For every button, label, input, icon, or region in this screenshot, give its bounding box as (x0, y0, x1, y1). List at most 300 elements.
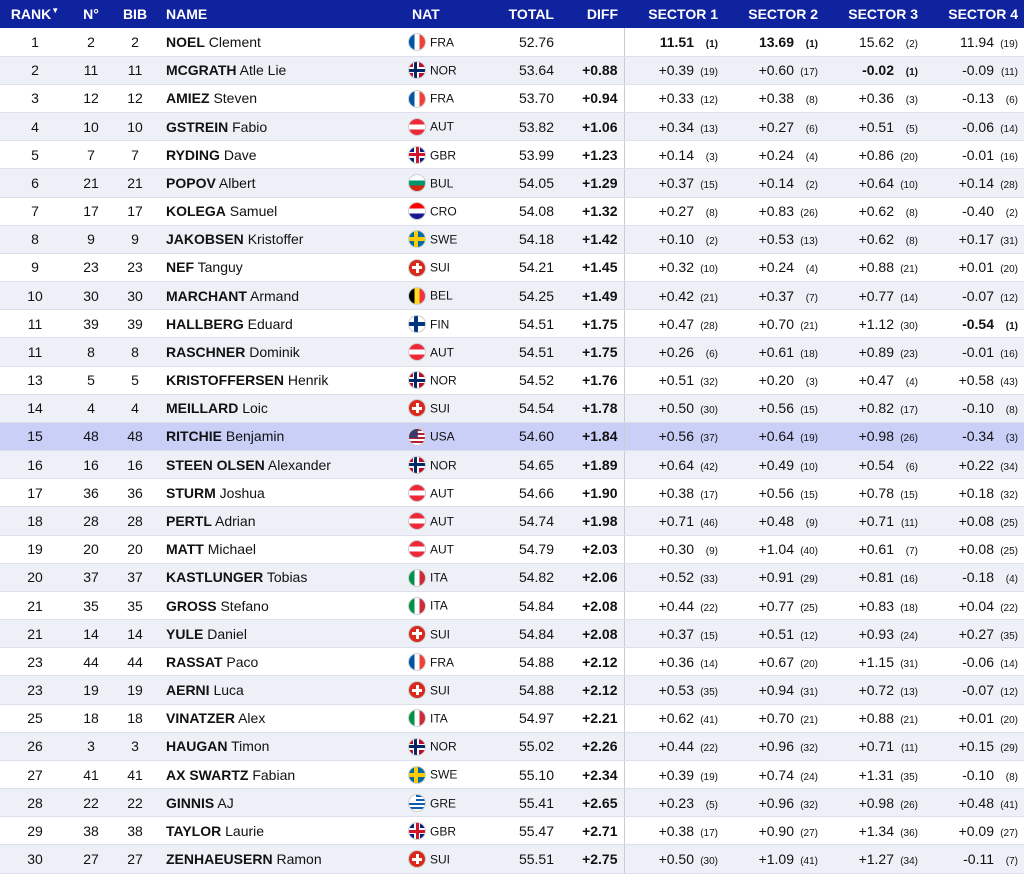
cell-sector-1 (624, 451, 724, 479)
sector-rank: (15) (900, 489, 918, 501)
cell-rank: 2 (0, 56, 70, 84)
sector-rank: (29) (1000, 743, 1018, 755)
athlete-last-name[interactable]: YULE (166, 625, 204, 642)
flag-nor-icon (408, 371, 426, 389)
sector-time: +0.51 (658, 372, 694, 389)
sector-rank: (14) (700, 658, 718, 670)
sector-rank: (22) (700, 743, 718, 755)
athlete-first-name[interactable]: Henrik (287, 372, 329, 389)
cell-diff: +2.08 (560, 620, 624, 648)
athlete-first-name[interactable]: Samuel (229, 203, 278, 220)
header-sector-1[interactable]: SECTOR 1 (648, 6, 718, 22)
cell-sector-2 (724, 253, 824, 281)
athlete-first-name[interactable]: Michael (207, 541, 256, 558)
athlete-first-name[interactable]: Ramon (276, 851, 322, 868)
athlete-first-name[interactable]: Steven (213, 90, 258, 107)
sector-time: +0.37 (658, 625, 694, 642)
athlete-first-name[interactable]: Joshua (219, 484, 265, 501)
athlete-last-name[interactable]: STURM (166, 484, 216, 501)
cell-name[interactable] (158, 310, 404, 338)
sector-time: +0.56 (658, 428, 694, 445)
cell-total: 54.79 (496, 535, 560, 563)
cell-name[interactable] (158, 169, 404, 197)
athlete-first-name[interactable]: Benjamin (225, 428, 285, 445)
athlete-last-name[interactable]: GSTREIN (166, 118, 229, 135)
cell-bib: 9 (112, 225, 158, 253)
cell-name[interactable] (158, 676, 404, 704)
athlete-last-name[interactable]: RASSAT (166, 653, 223, 670)
cell-name[interactable] (158, 563, 404, 591)
cell-name[interactable] (158, 56, 404, 84)
table-row[interactable] (0, 338, 1024, 366)
sector-rank: (32) (800, 799, 818, 811)
sector-rank: (10) (700, 264, 718, 276)
cell-total: 54.84 (496, 591, 560, 619)
cell-total: 54.08 (496, 197, 560, 225)
sector-time: +0.62 (858, 203, 894, 220)
sector-rank: (2) (1005, 208, 1018, 220)
athlete-first-name[interactable]: Kristoffer (247, 231, 304, 248)
sector-time: +0.32 (658, 259, 694, 276)
cell-sector-3 (824, 84, 924, 112)
cell-sector-2 (724, 141, 824, 169)
cell-sector-1 (624, 648, 724, 676)
sector-time: +0.14 (758, 174, 794, 191)
cell-sector-1 (624, 141, 724, 169)
athlete-last-name[interactable]: POPOV (166, 174, 216, 191)
sector-time: +1.27 (858, 851, 894, 868)
cell-total: 54.21 (496, 253, 560, 281)
athlete-first-name[interactable]: Dave (223, 146, 257, 163)
sector-time: +0.17 (958, 231, 994, 248)
athlete-last-name[interactable]: STEEN OLSEN (166, 456, 265, 473)
cell-total: 54.05 (496, 169, 560, 197)
flag-sui-icon (408, 625, 426, 643)
cell-name[interactable] (158, 366, 404, 394)
flag-aut-icon (408, 343, 426, 361)
cell-rank: 29 (0, 817, 70, 845)
athlete-last-name[interactable]: GINNIS (166, 794, 215, 811)
cell-name[interactable] (158, 620, 404, 648)
cell-name[interactable] (158, 253, 404, 281)
cell-name[interactable] (158, 141, 404, 169)
sector-rank: (25) (1000, 546, 1018, 558)
cell-sector-3 (824, 704, 924, 732)
header-bib[interactable]: BIB (122, 6, 148, 22)
table-row[interactable] (0, 789, 1024, 817)
sector-time: +0.27 (958, 625, 994, 642)
cell-rank: 11 (0, 338, 70, 366)
sector-time: +0.23 (658, 794, 694, 811)
athlete-last-name[interactable]: MCGRATH (166, 62, 237, 79)
sector-time: -0.34 (962, 428, 994, 445)
table-row[interactable] (0, 394, 1024, 422)
header-sector-4[interactable]: SECTOR 4 (948, 6, 1018, 22)
table-row[interactable] (0, 479, 1024, 507)
cell-sector-2 (724, 845, 824, 873)
cell-name[interactable] (158, 28, 404, 56)
sector-time: +0.60 (758, 62, 794, 79)
table-row[interactable] (0, 28, 1024, 56)
athlete-first-name[interactable]: Fabio (232, 118, 268, 135)
table-row[interactable] (0, 197, 1024, 225)
nation-code: USA (430, 429, 455, 444)
athlete-last-name[interactable]: NEF (166, 259, 194, 276)
sector-rank: (35) (700, 687, 718, 699)
athlete-last-name[interactable]: RASCHNER (166, 343, 246, 360)
cell-sector-2 (724, 507, 824, 535)
athlete-last-name[interactable]: AX SWARTZ (166, 766, 249, 783)
cell-diff: +1.42 (560, 225, 624, 253)
cell-name[interactable] (158, 591, 404, 619)
athlete-last-name[interactable]: VINATZER (166, 710, 235, 727)
athlete-last-name[interactable]: PERTL (166, 513, 212, 529)
athlete-first-name[interactable]: Dominik (249, 343, 300, 360)
cell-name[interactable] (158, 338, 404, 366)
cell-sector-1 (624, 225, 724, 253)
cell-rank: 17 (0, 479, 70, 507)
table-row[interactable] (0, 535, 1024, 563)
athlete-last-name[interactable]: HAUGAN (166, 738, 228, 755)
cell-no: 2 (70, 28, 112, 56)
cell-rank: 13 (0, 366, 70, 394)
sector-rank: (3) (705, 151, 718, 163)
athlete-last-name[interactable]: HALLBERG (166, 315, 244, 332)
cell-sector-2 (724, 225, 824, 253)
cell-total: 53.99 (496, 141, 560, 169)
cell-no: 17 (70, 197, 112, 225)
athlete-last-name[interactable]: MARCHANT (166, 287, 247, 304)
sector-time: +0.83 (858, 597, 894, 614)
header-row (0, 0, 1024, 28)
athlete-last-name[interactable]: MEILLARD (166, 400, 239, 417)
sector-rank: (36) (900, 827, 918, 839)
athlete-first-name[interactable]: Eduard (247, 315, 293, 332)
header-name[interactable]: NAME (166, 6, 208, 22)
cell-no: 48 (70, 422, 112, 450)
sector-rank: (29) (800, 574, 818, 586)
athlete-first-name[interactable]: Timon (231, 738, 270, 755)
cell-name[interactable] (158, 479, 404, 507)
athlete-first-name[interactable]: Clement (208, 33, 261, 50)
table-row[interactable] (0, 732, 1024, 760)
cell-bib: 7 (112, 141, 158, 169)
flag-nor-icon (408, 61, 426, 79)
sector-rank: (8) (805, 95, 818, 107)
athlete-last-name[interactable]: ZENHAEUSERN (166, 851, 273, 868)
sector-time: -0.01 (962, 343, 994, 360)
sector-rank: (3) (1005, 433, 1018, 445)
cell-bib: 14 (112, 620, 158, 648)
cell-rank: 23 (0, 648, 70, 676)
table-row[interactable] (0, 563, 1024, 591)
cell-sector-1 (624, 56, 724, 84)
table-row[interactable] (0, 141, 1024, 169)
sector-time: +0.39 (658, 62, 694, 79)
athlete-first-name[interactable]: Tanguy (197, 259, 243, 276)
cell-nat (404, 394, 496, 422)
cell-name[interactable] (158, 648, 404, 676)
sector-rank: (40) (800, 546, 818, 558)
athlete-first-name[interactable]: Tobias (266, 569, 308, 586)
athlete-first-name[interactable]: Albert (218, 174, 256, 191)
cell-name[interactable] (158, 535, 404, 563)
cell-name[interactable] (158, 760, 404, 788)
cell-bib: 8 (112, 338, 158, 366)
cell-name[interactable] (158, 845, 404, 873)
cell-diff: +1.89 (560, 451, 624, 479)
cell-no: 22 (70, 789, 112, 817)
table-row[interactable] (0, 845, 1024, 873)
cell-bib: 36 (112, 479, 158, 507)
sector-rank: (15) (700, 179, 718, 191)
cell-sector-1 (624, 113, 724, 141)
table-row[interactable] (0, 648, 1024, 676)
sector-rank: (35) (1000, 630, 1018, 642)
cell-nat (404, 225, 496, 253)
header-diff[interactable]: DIFF (586, 6, 618, 22)
table-row[interactable] (0, 84, 1024, 112)
nation-code: SUI (430, 401, 451, 416)
sector-rank: (26) (900, 799, 918, 811)
sector-rank: (28) (700, 320, 718, 332)
sector-time: +0.70 (758, 710, 794, 727)
table-row[interactable] (0, 591, 1024, 619)
sector-time: +0.70 (758, 315, 794, 332)
sector-rank: (34) (900, 856, 918, 868)
cell-no: 12 (70, 84, 112, 112)
nation-code: CRO (430, 204, 457, 219)
cell-sector-1 (624, 591, 724, 619)
cell-sector-3 (824, 422, 924, 450)
cell-name[interactable] (158, 113, 404, 141)
athlete-last-name[interactable]: RITCHIE (166, 428, 222, 445)
cell-name[interactable] (158, 817, 404, 845)
sector-rank: (27) (800, 827, 818, 839)
sector-rank: (21) (800, 320, 818, 332)
cell-sector-1 (624, 620, 724, 648)
sector-rank: (17) (900, 405, 918, 417)
cell-sector-2 (724, 366, 824, 394)
header-total[interactable]: TOTAL (508, 6, 554, 22)
athlete-last-name[interactable]: KASTLUNGER (166, 569, 264, 586)
cell-name[interactable] (158, 394, 404, 422)
cell-name[interactable] (158, 704, 404, 732)
sector-time: +0.34 (658, 118, 694, 135)
cell-name[interactable] (158, 84, 404, 112)
cell-nat (404, 760, 496, 788)
cell-name[interactable] (158, 451, 404, 479)
header-rank[interactable] (0, 0, 70, 28)
header-no[interactable]: N° (83, 6, 99, 22)
cell-sector-4 (924, 760, 1024, 788)
cell-nat (404, 676, 496, 704)
cell-total: 54.54 (496, 394, 560, 422)
table-row[interactable] (0, 620, 1024, 648)
table-row[interactable] (0, 169, 1024, 197)
sector-rank: (30) (700, 856, 718, 868)
cell-nat (404, 366, 496, 394)
cell-sector-1 (624, 817, 724, 845)
athlete-first-name[interactable]: Daniel (207, 625, 247, 642)
cell-sector-3 (824, 760, 924, 788)
athlete-last-name[interactable]: AMIEZ (166, 90, 210, 107)
table-row[interactable] (0, 56, 1024, 84)
sector-time: +0.01 (958, 259, 994, 276)
cell-total: 54.82 (496, 563, 560, 591)
sector-time: -0.06 (962, 118, 994, 135)
athlete-last-name[interactable]: GROSS (166, 597, 217, 614)
cell-diff: +1.78 (560, 394, 624, 422)
header-sector-2[interactable]: SECTOR 2 (748, 6, 818, 22)
cell-sector-3 (824, 535, 924, 563)
table-row[interactable] (0, 113, 1024, 141)
sector-rank: (8) (705, 208, 718, 220)
sector-time: +0.78 (858, 484, 894, 501)
cell-name[interactable] (158, 732, 404, 760)
cell-diff: +1.23 (560, 141, 624, 169)
cell-sector-3 (824, 310, 924, 338)
athlete-last-name[interactable]: KOLEGA (166, 203, 226, 220)
cell-name[interactable] (158, 282, 404, 310)
cell-bib: 4 (112, 394, 158, 422)
athlete-last-name[interactable]: AERNI (166, 682, 210, 699)
sector-rank: (2) (805, 179, 818, 191)
cell-sector-2 (724, 113, 824, 141)
cell-sector-4 (924, 507, 1024, 535)
athlete-last-name[interactable]: MATT (166, 541, 204, 558)
header-sector-3[interactable]: SECTOR 3 (848, 6, 918, 22)
sort-arrow-icon[interactable]: ▼ (51, 6, 60, 15)
sector-time: +0.72 (858, 682, 894, 699)
sector-time: +0.88 (858, 710, 894, 727)
sector-rank: (32) (800, 743, 818, 755)
table-row[interactable] (0, 253, 1024, 281)
sector-time: +0.64 (758, 428, 794, 445)
cell-name[interactable] (158, 507, 404, 535)
cell-sector-2 (724, 422, 824, 450)
flag-bel-icon (408, 287, 426, 305)
cell-name[interactable] (158, 197, 404, 225)
sector-time: +0.36 (658, 653, 694, 670)
sector-rank: (43) (1000, 377, 1018, 389)
cell-sector-3 (824, 789, 924, 817)
sector-time: +0.47 (658, 315, 694, 332)
cell-bib: 23 (112, 253, 158, 281)
athlete-first-name[interactable]: Alex (238, 710, 266, 727)
flag-aut-icon (408, 118, 426, 136)
athlete-first-name[interactable]: Armand (250, 287, 300, 304)
cell-sector-4 (924, 620, 1024, 648)
athlete-first-name[interactable]: Loic (242, 400, 268, 417)
cell-diff: +0.94 (560, 84, 624, 112)
cell-name[interactable] (158, 789, 404, 817)
table-row[interactable] (0, 282, 1024, 310)
table-row[interactable] (0, 817, 1024, 845)
sector-time: -0.06 (962, 653, 994, 670)
sector-time: +0.50 (658, 400, 694, 417)
cell-name[interactable] (158, 225, 404, 253)
athlete-last-name[interactable]: KRISTOFFERSEN (166, 372, 284, 389)
athlete-last-name[interactable]: JAKOBSEN (166, 231, 244, 248)
cell-nat (404, 591, 496, 619)
cell-sector-3 (824, 366, 924, 394)
sector-time: +0.53 (758, 231, 794, 248)
cell-name[interactable] (158, 422, 404, 450)
table-row[interactable] (0, 704, 1024, 732)
table-row[interactable] (0, 451, 1024, 479)
sector-rank: (17) (700, 827, 718, 839)
athlete-first-name[interactable]: Laurie (225, 822, 265, 839)
cell-no: 36 (70, 479, 112, 507)
nation-code: SWE (430, 767, 458, 782)
athlete-last-name[interactable]: RYDING (166, 146, 220, 163)
athlete-first-name[interactable]: Fabian (252, 766, 296, 783)
sector-rank: (6) (905, 461, 918, 473)
table-row[interactable] (0, 676, 1024, 704)
sector-rank: (14) (1000, 123, 1018, 135)
cell-sector-2 (724, 676, 824, 704)
athlete-first-name[interactable]: Atle Lie (239, 62, 287, 79)
sector-rank: (5) (905, 123, 918, 135)
cell-sector-1 (624, 422, 724, 450)
athlete-first-name[interactable]: Luca (213, 682, 244, 699)
cell-total: 54.84 (496, 620, 560, 648)
nation-code: FRA (430, 91, 454, 106)
sector-time: -0.10 (962, 766, 994, 783)
flag-usa-icon (408, 428, 426, 446)
athlete-first-name[interactable]: Stefano (220, 597, 269, 614)
table-row[interactable] (0, 225, 1024, 253)
cell-sector-1 (624, 253, 724, 281)
athlete-last-name[interactable]: NOEL (166, 33, 205, 50)
cell-sector-1 (624, 479, 724, 507)
cell-rank: 26 (0, 732, 70, 760)
header-nat[interactable]: NAT (412, 6, 440, 22)
table-row[interactable] (0, 760, 1024, 788)
table-header (0, 0, 1024, 28)
athlete-first-name[interactable]: Adrian (215, 513, 256, 529)
cell-nat (404, 56, 496, 84)
athlete-first-name[interactable]: Paco (226, 653, 259, 670)
cell-sector-4 (924, 732, 1024, 760)
cell-sector-2 (724, 620, 824, 648)
athlete-first-name[interactable]: AJ (217, 794, 234, 811)
cell-no: 11 (70, 56, 112, 84)
sector-rank: (16) (1000, 151, 1018, 163)
sector-time: -0.18 (962, 569, 994, 586)
cell-sector-2 (724, 84, 824, 112)
athlete-first-name[interactable]: Alexander (267, 456, 331, 473)
table-row[interactable] (0, 366, 1024, 394)
cell-sector-3 (824, 845, 924, 873)
sector-rank: (41) (800, 856, 818, 868)
cell-sector-2 (724, 760, 824, 788)
athlete-last-name[interactable]: TAYLOR (166, 822, 222, 839)
nation-code: ITA (430, 570, 448, 585)
cell-rank: 9 (0, 253, 70, 281)
table-row[interactable] (0, 422, 1024, 450)
sector-time: 13.69 (758, 33, 794, 50)
sector-rank: (8) (905, 208, 918, 220)
cell-sector-4 (924, 310, 1024, 338)
table-row[interactable] (0, 507, 1024, 535)
sector-time: +0.51 (858, 118, 894, 135)
cell-sector-3 (824, 732, 924, 760)
table-row[interactable] (0, 310, 1024, 338)
cell-sector-4 (924, 535, 1024, 563)
cell-sector-4 (924, 676, 1024, 704)
